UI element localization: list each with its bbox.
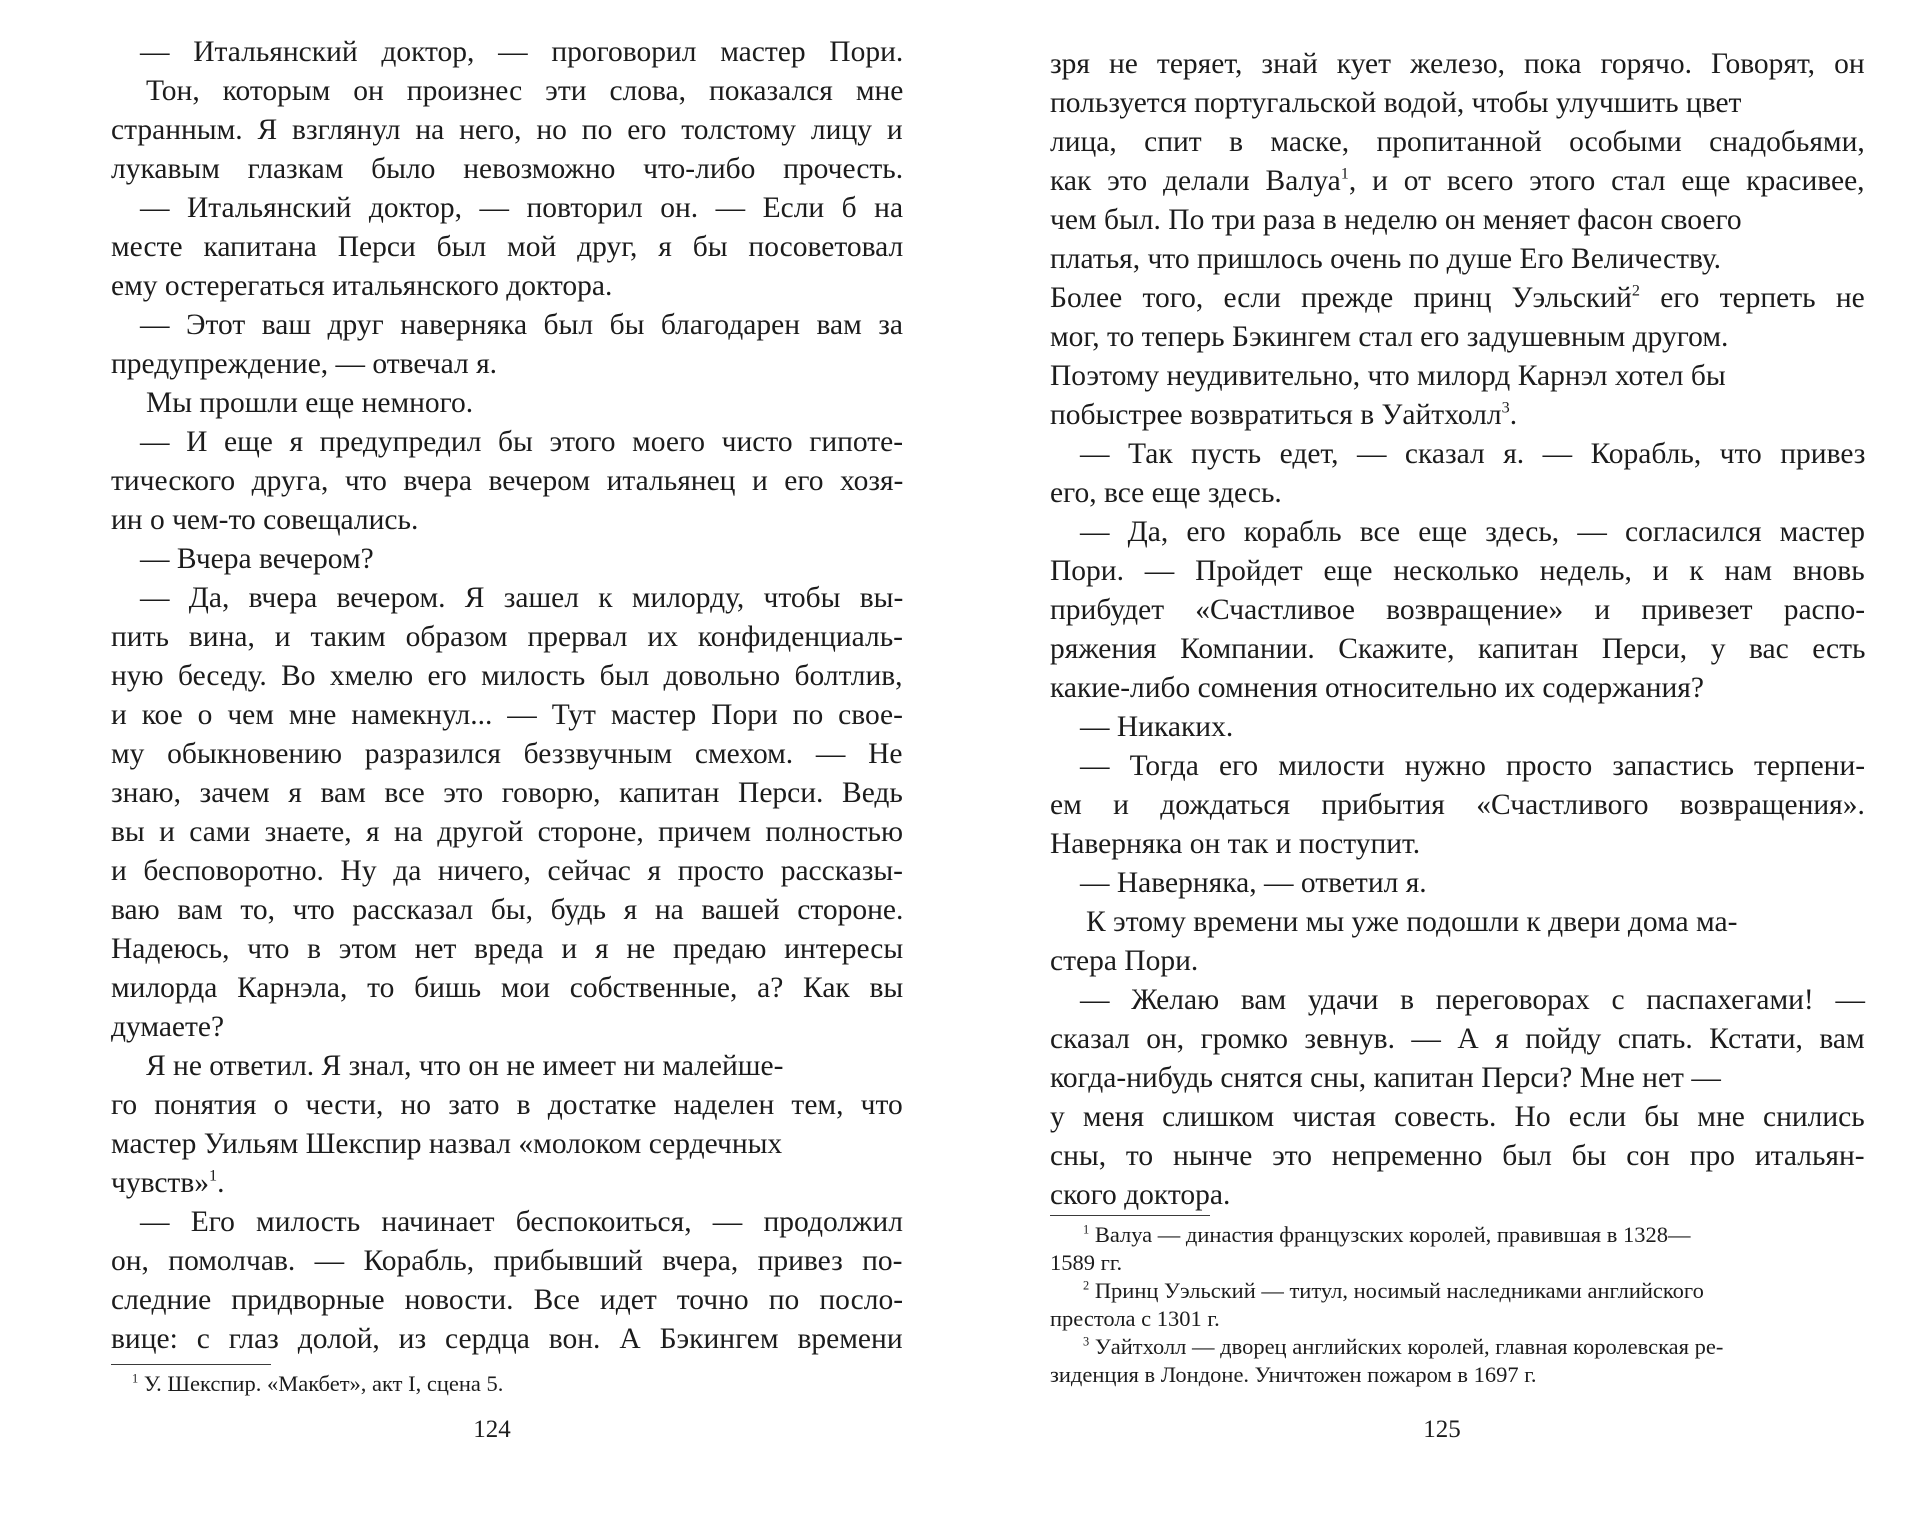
footnote-continuation: 1589 гг. xyxy=(1050,1250,1123,1275)
footnote-continuation: престола с 1301 г. xyxy=(1050,1306,1220,1331)
text-line: предупреждение, — отвечал я. xyxy=(111,348,498,380)
footnote-text: У. Шекспир. «Макбет», акт I, сцена 5. xyxy=(143,1371,504,1396)
text-line: — Наверняка, — ответил я. xyxy=(1080,867,1427,899)
footnote-text: Уайтхолл — дворец английских королей, главная королевская ре- xyxy=(1094,1334,1724,1359)
text-line xyxy=(1050,162,1865,201)
text-line: странным. Я взглянул на него, но по его толстому лицу и xyxy=(111,114,903,146)
text-line: Наверняка он так и поступит. xyxy=(1050,828,1421,860)
text-fragment: как это делали Валуа xyxy=(1050,165,1341,197)
text-line: пить вина, и таким образом прервал их конфиденциаль- xyxy=(111,621,903,653)
text-line: — Да, вчера вечером. Я зашел к милорду, чтобы вы- xyxy=(140,582,904,614)
text-line: ему остерегаться итальянского доктора. xyxy=(111,270,613,302)
text-fragment: . xyxy=(1509,399,1518,431)
text-line: — Итальянский доктор, — повторил он. — Если б на xyxy=(140,192,904,224)
text-line: зря не теряет, знай кует железо, пока горячо. Говорят, он xyxy=(1050,48,1865,80)
text-line: стера Пори. xyxy=(1050,945,1199,977)
text-line: у меня слишком чистая совесть. Но если бы мне снились xyxy=(1050,1101,1865,1133)
text-line xyxy=(1050,279,1865,318)
text-fragment: Более того, если прежде принц Уэльский xyxy=(1050,282,1632,314)
text-line: ряжения Компании. Скажите, капитан Перси, у вас есть xyxy=(1050,633,1866,665)
text-line: какие-либо сомнения относительно их содержания? xyxy=(1050,672,1704,704)
text-line: знаю, зачем я вам все это говорю, капитан Перси. Ведь xyxy=(111,777,903,809)
text-line: месте капитана Перси был мой друг, я бы посоветовал xyxy=(111,231,904,263)
footnote-text: Валуа — династия французских королей, правившая в 1328— xyxy=(1094,1222,1691,1247)
footnote xyxy=(1083,1333,1723,1361)
footnote-mark: 1 xyxy=(1083,1222,1090,1237)
left-page xyxy=(0,0,962,1529)
text-line: сказал он, громко зевнув. — А я пойду спать. Кстати, вам xyxy=(1050,1023,1865,1055)
text-line: ем и дождаться прибытия «Счастливого возвращения». xyxy=(1050,789,1865,821)
footnote-reference: 2 xyxy=(1631,281,1640,300)
text-line: мог, то теперь Бэкингем стал его задушевным другом. xyxy=(1050,321,1729,353)
text-line: — Желаю вам удачи в переговорах с паспахегами! — xyxy=(1080,984,1865,1016)
text-line xyxy=(1050,396,1517,435)
text-line: и кое о чем мне намекнул... — Тут мастер Пори по свое- xyxy=(111,699,903,731)
footnote-text: Принц Уэльский — титул, носимый наследниками английского xyxy=(1094,1278,1704,1303)
text-line: мастер Уильям Шекспир назвал «молоком сердечных xyxy=(111,1128,783,1160)
text-line: его, все еще здесь. xyxy=(1050,477,1282,509)
text-line: Надеюсь, что в этом нет вреда и я не предаю интересы xyxy=(111,933,904,965)
footnote-divider xyxy=(1050,1215,1210,1216)
text-line: тического друга, что вчера вечером итальянец и его хозя- xyxy=(111,465,904,497)
footnote xyxy=(132,1370,503,1398)
text-line: когда-нибудь снятся сны, капитан Перси? Мне нет — xyxy=(1050,1062,1721,1094)
text-line: пользуется португальской водой, чтобы улучшить цвет xyxy=(1050,87,1742,119)
text-line: ную беседу. Во хмелю его милость был довольно болтлив, xyxy=(111,660,903,692)
text-line: — Его милость начинает беспокоиться, — продолжил xyxy=(140,1206,903,1238)
text-fragment: , и от всего этого стал еще красивее, xyxy=(1348,165,1865,197)
text-line: — Да, его корабль все еще здесь, — согласился мастер xyxy=(1080,516,1866,548)
text-line: — Тогда его милости нужно просто запастись терпени- xyxy=(1080,750,1866,782)
footnote-reference: 3 xyxy=(1501,398,1510,417)
text-line: ваю вам то, что рассказал бы, будь я на вашей стороне. xyxy=(111,894,904,926)
footnote xyxy=(1083,1221,1691,1249)
text-line: платья, что пришлось очень по душе Его Величеству. xyxy=(1050,243,1722,275)
text-line: думаете? xyxy=(111,1011,225,1043)
text-line: К этому времени мы уже подошли к двери дома ма- xyxy=(1086,906,1738,938)
text-line: — Этот ваш друг наверняка был бы благодарен вам за xyxy=(140,309,904,341)
text-line: следние придворные новости. Все идет точно по посло- xyxy=(111,1284,904,1316)
footnote-mark: 3 xyxy=(1083,1334,1090,1349)
text-line: лица, спит в маске, пропитанной особыми снадобьями, xyxy=(1050,126,1865,158)
text-line: Тон, которым он произнес эти слова, показался мне xyxy=(146,75,904,107)
text-line: он, помолчав. — Корабль, прибывший вчера, привез по- xyxy=(111,1245,903,1277)
text-line: и бесповоротно. Ну да ничего, сейчас я просто рассказы- xyxy=(111,855,904,887)
text-line: — Никаких. xyxy=(1080,711,1234,743)
text-line: го понятия о чести, но зато в достатке наделен тем, что xyxy=(111,1089,903,1121)
text-line: — Так пусть едет, — сказал я. — Корабль, что привез xyxy=(1080,438,1866,470)
text-fragment: его терпеть не xyxy=(1639,282,1865,314)
right-page xyxy=(962,0,1925,1529)
footnote-mark: 1 xyxy=(132,1371,139,1386)
text-line xyxy=(111,1164,225,1203)
page-number: 125 xyxy=(1423,1416,1461,1443)
text-line: вице: с глаз долой, из сердца вон. А Бэкингем времени xyxy=(111,1323,903,1355)
footnote-continuation: зиденция в Лондоне. Уничтожен пожаром в 1697 г. xyxy=(1050,1362,1537,1387)
text-line: Поэтому неудивительно, что милорд Карнэл хотел бы xyxy=(1050,360,1726,392)
text-line: милорда Карнэла, то бишь мои собственные, а? Как вы xyxy=(111,972,904,1004)
text-line: ского доктора. xyxy=(1050,1179,1231,1211)
footnote xyxy=(1083,1277,1704,1305)
text-line: Пори. — Пройдет еще несколько недель, и к нам вновь xyxy=(1050,555,1865,587)
footnote-reference: 1 xyxy=(1340,164,1349,183)
footnote-divider xyxy=(111,1364,271,1365)
text-line: Я не ответил. Я знал, что он не имеет ни малейше- xyxy=(146,1050,784,1082)
text-line: прибудет «Счастливое возвращение» и привезет распо- xyxy=(1050,594,1866,626)
page-number: 124 xyxy=(473,1416,511,1443)
text-line: лукавым глазкам было невозможно что-либо прочесть. xyxy=(111,153,904,185)
text-line: — Итальянский доктор, — проговорил мастер Пори. xyxy=(140,36,904,68)
text-line: му обыкновению разразился беззвучным смехом. — Не xyxy=(111,738,903,770)
text-line: — Вчера вечером? xyxy=(140,543,374,575)
text-fragment: . xyxy=(217,1167,225,1199)
text-fragment: побыстрее возвратиться в Уайтхолл xyxy=(1050,399,1502,431)
text-line: ин о чем-то совещались. xyxy=(111,504,419,536)
text-line: Мы прошли еще немного. xyxy=(146,387,474,419)
text-line: вы и сами знаете, я на другой стороне, причем полностью xyxy=(111,816,904,848)
text-line: чем был. По три раза в неделю он меняет фасон своего xyxy=(1050,204,1742,236)
text-line: — И еще я предупредил бы этого моего чисто гипоте- xyxy=(140,426,904,458)
footnote-mark: 2 xyxy=(1083,1278,1090,1293)
footnote-reference: 1 xyxy=(209,1166,218,1185)
text-fragment: чувств» xyxy=(111,1167,210,1199)
text-line: сны, то нынче это непременно был бы сон про итальян- xyxy=(1050,1140,1865,1172)
